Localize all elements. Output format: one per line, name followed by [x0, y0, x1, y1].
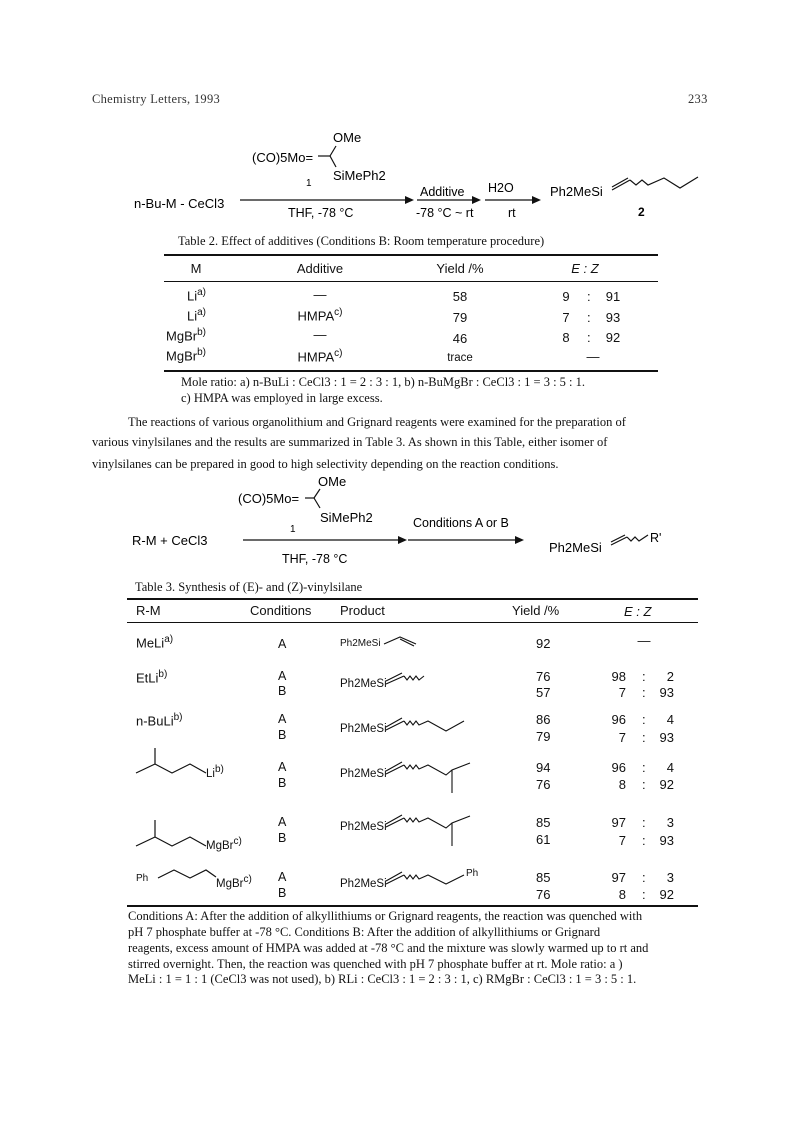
table2-row-additive: HMPA$^{c)}$: [297, 348, 343, 365]
table2-row-e: 8: [562, 330, 570, 345]
scheme2-cond2: Conditions A or B: [413, 516, 509, 530]
table2-header-ez: E : Z: [571, 261, 599, 276]
table2-row-colon: :: [587, 310, 591, 325]
body-line-1: The reactions of various organolithium and Grignard reagents were examined for the preparation of: [128, 415, 626, 429]
table3-cond: A: [278, 870, 287, 884]
table3-ez-e: 8: [618, 777, 626, 792]
table2-row-m: MgBr$^{b)}$: [166, 327, 206, 344]
table2-top-rule: [164, 254, 658, 256]
table3-ez-e: 8: [618, 887, 626, 902]
table2-row-yield: 79: [452, 310, 468, 325]
table2-row-yield: 46: [452, 331, 468, 346]
table3-ez-z: 93: [659, 730, 674, 745]
scheme1-cond1: THF, -78 °C: [288, 206, 354, 220]
running-header: Chemistry Letters, 1993: [92, 92, 221, 106]
table3-yield: 57: [536, 685, 551, 700]
table3-ez-colon: :: [642, 760, 646, 775]
table3-cond: B: [278, 831, 287, 845]
table3-rm-meli: MeLi$^{a)}$: [136, 634, 174, 651]
table2-mid-rule: [164, 281, 658, 282]
table3-ez-colon: :: [642, 870, 646, 885]
body-line-3: vinylsilanes can be prepared in good to high selectivity depending on the reaction conditions.: [92, 457, 559, 471]
table3-ez-colon: :: [642, 833, 646, 848]
table2-header-yield: Yield /%: [436, 261, 484, 276]
table2-bottom-rule: [164, 370, 658, 372]
table3-bottom-rule: [127, 905, 698, 907]
table3-product-ph: Ph: [466, 868, 479, 879]
table3-ez-e: 7: [618, 833, 626, 848]
table3-cond: A: [278, 815, 287, 829]
table3-ez-z: 4: [666, 760, 674, 775]
table3-ez-e: 97: [611, 870, 626, 885]
table2-row-ez-dash: —: [586, 349, 600, 364]
table3-rm-mgbr2-label: MgBr$^{c)}$: [216, 874, 252, 890]
table3-ez-e: 97: [611, 815, 626, 830]
table3-yield: 92: [536, 636, 551, 651]
table2-header-additive: Additive: [296, 261, 344, 276]
table3-ez-e: 96: [611, 760, 626, 775]
table3-product-structures: [0, 620, 793, 910]
scheme2-cond1: THF, -78 °C: [282, 552, 348, 566]
scheme2-ome: OMe: [318, 474, 347, 489]
table3-header-ez: E : Z: [624, 604, 652, 619]
scheme2-complex: (CO)5Mo=: [238, 491, 300, 506]
table3-ez-e: 98: [611, 669, 626, 684]
table3-ez-z: 92: [659, 777, 674, 792]
table2-row-additive: —: [313, 287, 327, 302]
scheme1-product: Ph2MeSi: [550, 184, 603, 199]
table2-row-colon: :: [587, 330, 591, 345]
table3-yield: 85: [536, 815, 551, 830]
table2-row-m: MgBr$^{b)}$: [166, 347, 206, 364]
table2-row-z: 91: [605, 289, 621, 304]
table3-yield: 79: [536, 729, 551, 744]
table3-top-rule: [127, 598, 698, 600]
table3-product-label: Ph2MeSi: [340, 723, 387, 735]
table3-footnote-2: pH 7 phosphate buffer at -78 °C. Conditions B: After the addition of alkyllithiums or Grignard: [128, 925, 601, 939]
table2-row-e: 7: [562, 310, 570, 325]
scheme1-complex: (CO)5Mo=: [252, 150, 314, 165]
table3-yield: 76: [536, 777, 551, 792]
table3-ez-z: 93: [659, 833, 674, 848]
table2-footnote-1: Mole ratio: a) n-BuLi : CeCl3 : 1 = 2 : 3 : 1, b) n-BuMgBr : CeCl3 : 1 = 3 : 5 : 1.: [181, 375, 586, 389]
table3-product-label: Ph2MeSi: [340, 821, 387, 833]
table2-row-m: Li$^{a)}$: [186, 287, 206, 304]
scheme1-reagent: n-Bu-M - CeCl3: [134, 196, 225, 211]
scheme1-cond2: -78 °C ~ rt: [416, 206, 474, 220]
table2-row-yield: 58: [452, 289, 468, 304]
table3-rm-nbuli: n-BuLi$^{b)}$: [136, 712, 183, 729]
table2-row-e: 9: [562, 289, 570, 304]
table3-ez-colon: :: [642, 712, 646, 727]
scheme2-reagent: R-M + CeCl3: [132, 533, 208, 548]
table3-ez-colon: :: [642, 685, 646, 700]
table3-cond: B: [278, 728, 287, 742]
table3-product-label: Ph2MeSi: [340, 678, 387, 690]
table3-ez-dash: —: [637, 633, 651, 648]
table3-ez-z: 3: [666, 815, 674, 830]
table2-row-z: 92: [605, 330, 621, 345]
table2-row-z: 93: [605, 310, 621, 325]
table3-cond: B: [278, 684, 287, 698]
table2-row-yield: trace: [447, 352, 473, 364]
table3-ez-z: 92: [659, 887, 674, 902]
table2-caption: Table 2. Effect of additives (Conditions B: Room temperature procedure): [178, 234, 545, 248]
table3-footnote-5: MeLi : 1 = 1 : 1 (CeCl3 was not used), b) RLi : CeCl3 : 1 = 2 : 3 : 1, c) RMgBr : CeCl3 : 1 = 3 : 5 : 1.: [128, 972, 637, 986]
table3-header-conditions: Conditions: [250, 603, 312, 618]
table3-product-label: Ph2MeSi: [340, 768, 387, 780]
table3-header-yield: Yield /%: [512, 603, 560, 618]
scheme2-product: Ph2MeSi: [549, 540, 602, 555]
table3-ez-colon: :: [642, 887, 646, 902]
table3-product-label: Ph2MeSi: [340, 878, 387, 890]
table3-rm-li-label: Li$^{b)}$: [206, 764, 224, 780]
table3-ez-colon: :: [642, 777, 646, 792]
table3-yield: 94: [536, 760, 551, 775]
table3-footnote-4: stirred overnight. Then, the reaction was quenched with pH 7 phosphate buffer at rt. Mole ratio: a ): [128, 957, 623, 971]
page-number: 233: [688, 92, 708, 106]
scheme1-ome: OMe: [333, 130, 362, 145]
table3-header-rm: R-M: [136, 603, 161, 618]
scheme1-simeph2: SiMePh2: [333, 168, 386, 183]
scheme-2: [0, 460, 793, 580]
scheme2-cmpd1: 1: [290, 524, 296, 535]
scheme1-rt: rt: [508, 206, 516, 220]
table3-ez-e: 7: [618, 685, 626, 700]
scheme2-simeph2: SiMePh2: [320, 510, 373, 525]
table2-row-additive: —: [313, 327, 327, 342]
table3-ez-e: 96: [611, 712, 626, 727]
table3-footnote-3: reagents, excess amount of HMPA was added at -78 °C and the mixture was slowly warmed up to rt and: [128, 941, 649, 955]
table3-header-product: Product: [340, 603, 385, 618]
scheme1-h2o: H2O: [488, 181, 514, 195]
table3-yield: 76: [536, 669, 551, 684]
body-line-2: various vinylsilanes and the results are summarized in Table 3. As shown in this Table, either isomer of: [92, 435, 608, 449]
table2-header-m: M: [190, 261, 202, 276]
table3-cond: A: [278, 669, 287, 683]
table3-ez-colon: :: [642, 815, 646, 830]
scheme-1: [0, 0, 793, 260]
table3-yield: 76: [536, 887, 551, 902]
table3-ez-z: 2: [666, 669, 674, 684]
table2-footnote-2: c) HMPA was employed in large excess.: [181, 391, 383, 405]
table3-yield: 85: [536, 870, 551, 885]
table3-ez-z: 93: [659, 685, 674, 700]
table3-ez-z: 4: [666, 712, 674, 727]
table3-caption: Table 3. Synthesis of (E)- and (Z)-vinylsilane: [135, 580, 363, 594]
table3-cond: B: [278, 886, 287, 900]
table3-yield: 61: [536, 832, 551, 847]
table3-rm-etli: EtLi$^{b)}$: [136, 669, 168, 686]
table3-rm-mgbr-label: MgBr$^{c)}$: [206, 836, 242, 852]
scheme1-cmpd2: 2: [638, 205, 645, 219]
table2-row-m: Li$^{a)}$: [186, 307, 206, 324]
table3-ez-e: 7: [618, 730, 626, 745]
scheme1-cmpd1: 1: [306, 178, 312, 189]
scheme1-additive: Additive: [420, 185, 465, 199]
table2-row-additive: HMPA$^{c)}$: [297, 307, 343, 324]
table3-cond: A: [278, 760, 287, 774]
table3-ez-colon: :: [642, 669, 646, 684]
table3-product-label: Ph2MeSi: [340, 638, 381, 649]
table3-cond: A: [278, 712, 287, 726]
table3-cond: A: [278, 637, 287, 651]
scheme2-r: R': [650, 531, 662, 545]
table3-footnote-1: Conditions A: After the addition of alkyllithiums or Grignard reagents, the reaction was quenched with: [128, 909, 643, 923]
table3-ez-colon: :: [642, 730, 646, 745]
table3-cond: B: [278, 776, 287, 790]
table3-ez-z: 3: [666, 870, 674, 885]
table2-row-colon: :: [587, 289, 591, 304]
table3-yield: 86: [536, 712, 551, 727]
table3-rm-ph-label: Ph: [136, 873, 149, 884]
